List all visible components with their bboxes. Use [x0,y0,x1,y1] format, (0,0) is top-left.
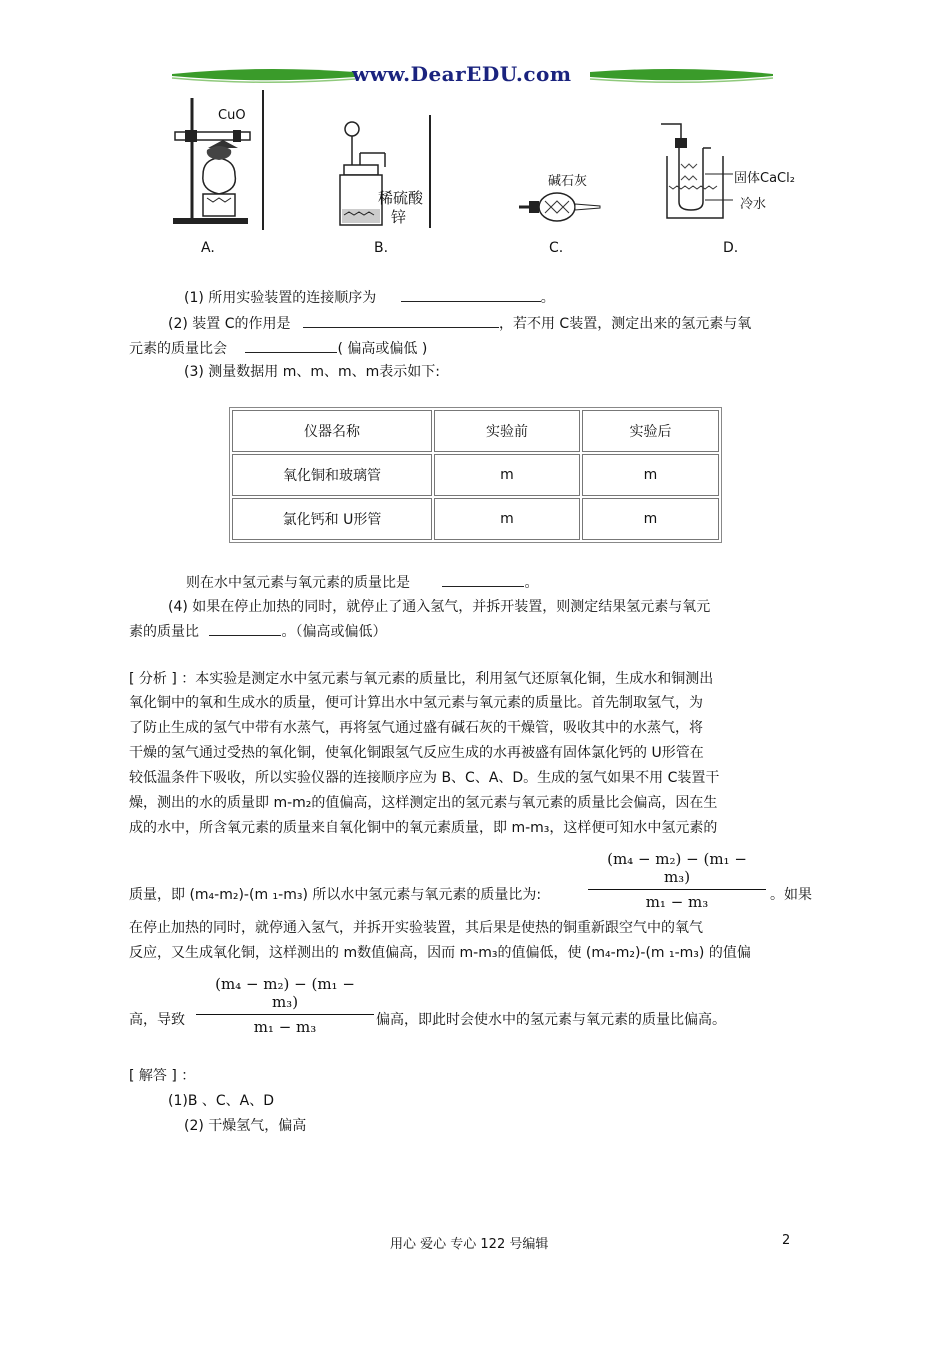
caption-d: D. [723,240,739,256]
answer-item-1: (1)B 、C、A、D [168,1093,275,1109]
answer-blank-3 [442,572,524,587]
analysis-line-4: 干燥的氢气通过受热的氧化铜，使氧化铜跟氢气反应生成的水再被盛有固体氯化钙的 U形管在 [129,745,704,761]
analysis-final-b: 偏高，即此时会使水中的氢元素与氧元素的质量比偏高。 [376,1012,726,1028]
question-2-line-1 [168,313,751,334]
question-4-part-b: 。（偏高或偏低） [281,624,387,640]
question-3-ratio [186,572,538,593]
question-2-part-c: 元素的质量比会 [129,341,227,357]
apparatus-d-cold-water-label: 冷水 [740,197,767,212]
table-header: 实验后 [582,410,719,452]
answer-title: [ 解答 ] ： [129,1068,196,1084]
ratio-numerator: (m₄ − m₂) − (m₁ − m₃) [588,850,766,890]
table-cell: m [582,498,719,540]
caption-c: C. [549,240,564,256]
question-1 [184,287,555,308]
ratio-formula-2 [196,975,374,1036]
analysis-mass-line-end: 。如果 [770,887,812,903]
answer-blank-2b [245,338,337,353]
footer-center: 用心 爱心 专心 122 号编辑 [390,1237,549,1252]
answer-item-2: (2) 干燥氢气，偏高 [184,1118,307,1134]
table-cell: m [582,454,719,496]
apparatus-d-cacl2-label: 固体CaCl₂ [734,171,795,186]
ratio-denominator: m₁ − m₃ [253,1018,317,1036]
table-header: 实验前 [434,410,580,452]
question-2-line-2 [129,338,427,359]
question-2-part-d: ( 偏高或偏低 ) [337,341,428,357]
apparatus-b-diagram [330,115,440,235]
analysis-line-9: 反应，又生成氧化铜，这样测出的 m数值偏高，因而 m-m₃的值偏低，使 (m₄-m₂)-(m ₁-m₃) 的值偏 [129,945,751,961]
measurement-table [229,407,722,543]
ratio-formula [588,850,766,911]
apparatus-d-diagram [655,120,740,220]
question-4-part-a: 素的质量比 [129,624,199,640]
table-row [232,498,719,540]
header-site: www.DearEDU.com [352,62,572,86]
question-1-text: (1) 所用实验装置的连接顺序为 [184,290,377,306]
question-2-part-a: (2) 装置 C的作用是 [168,316,291,332]
analysis-line-3: 了防止生成的氢气中带有水蒸气，再将氢气通过盛有碱石灰的干燥管，吸收其中的水蒸气，将 [129,720,703,736]
table-cell: m [434,498,580,540]
apparatus-a-cuo-label: CuO [218,108,246,123]
apparatus-c-diagram [515,185,605,225]
analysis-line-6: 燥，测出的水的质量即 m-m₂的值偏高，这样测定出的氢元素与氧元素的质量比会偏高，因在生 [129,795,718,811]
question-1-end: 。 [540,290,555,306]
table-cell: m [434,454,580,496]
question-4-line-1: (4) 如果在停止加热的同时，就停止了通入氢气，并拆开装置，则测定结果氢元素与氧元 [168,599,711,615]
question-2-part-b: ，若不用 C装置，测定出来的氢元素与氧 [498,316,752,332]
ratio-denominator: m₁ − m₃ [645,893,709,911]
answer-blank-4 [209,621,281,636]
question-3-ratio-text: 则在水中氢元素与氧元素的质量比是 [186,575,410,591]
analysis-final-a: 高，导致 [129,1012,185,1028]
analysis-line-5: 较低温条件下吸收，所以实验仪器的连接顺序应为 B、C、A、D。生成的氢气如果不用 C装置干 [129,770,720,786]
analysis-line-1: [ 分析 ] ：本实验是测定水中氢元素与氧元素的质量比，利用氢气还原氧化铜，生成水和铜测出 [129,671,714,687]
apparatus-c-soda-lime-label: 碱石灰 [548,174,588,189]
caption-b: B. [374,240,389,256]
table-cell: 氯化钙和 U形管 [232,498,432,540]
question-4-line-2 [129,621,386,642]
table-cell: 氧化铜和玻璃管 [232,454,432,496]
page-number: 2 [782,1233,791,1248]
ratio-numerator: (m₄ − m₂) − (m₁ − m₃) [196,975,374,1015]
analysis-line-8: 在停止加热的同时，就停通入氢气，并拆开实验装置，其后果是使热的铜重新跟空气中的氧气 [129,920,703,936]
answer-blank-1 [401,287,541,302]
caption-a: A. [201,240,215,256]
table-header: 仪器名称 [232,410,432,452]
analysis-mass-line: 质量，即 (m₄-m₂)-(m ₁-m₃) 所以水中氢元素与氧元素的质量比为: [129,887,542,903]
apparatus-b-acid-label: 稀硫酸 [378,189,424,207]
table-header-row [232,410,719,452]
table-row [232,454,719,496]
answer-blank-2a [303,313,499,328]
analysis-line-2: 氧化铜中的氧和生成水的质量，便可计算出水中氢元素与氧元素的质量比。首先制取氢气，为 [129,695,703,711]
question-3: (3) 测量数据用 m、m、m、m表示如下: [184,364,440,380]
question-3-ratio-end: 。 [524,575,539,591]
analysis-line-7: 成的水中，所含氧元素的质量来自氧化铜中的氧元素质量，即 m-m₃，这样便可知水中氢元素的 [129,820,718,836]
apparatus-b-zinc-label: 锌 [391,208,407,226]
